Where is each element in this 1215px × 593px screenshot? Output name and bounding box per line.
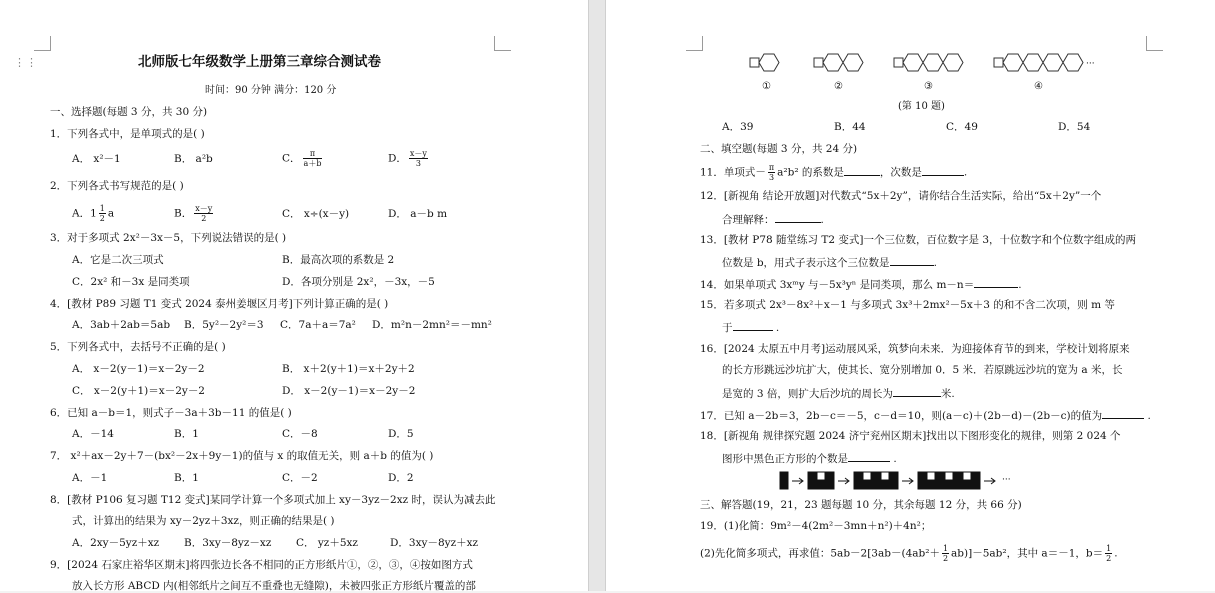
question-stem-cont: 位数是 b，用式子表示这个三位数是 .	[722, 257, 937, 269]
figure-label: ①	[762, 81, 771, 92]
option: A． x－2(y－1)＝x－2y－2	[72, 363, 205, 375]
option: D．m²n－2mn²＝－mn²	[372, 319, 492, 331]
question-stem: 17．已知 a－2b＝3，2b－c＝－5，c－d＝10，则(a－c)＋(2b－d)－(2b－c)的值为 .	[700, 410, 1151, 422]
drag-handle-icon[interactable]: ⋮⋮	[14, 56, 38, 69]
right-page	[606, 0, 1215, 591]
crop-mark	[1146, 36, 1163, 51]
option: B． a²b	[174, 153, 213, 165]
option: D． $\frac{x-y}{3}$	[388, 149, 427, 168]
question-stem: 18．[新视角 规律探究题 2024 济宁兖州区期末]找出以下图形变化的规律，则第 2 024 个	[700, 430, 1121, 442]
section-heading: 二、填空题(每题 3 分，共 24 分)	[700, 143, 858, 155]
option: D．各项分别是 2x²，－3x，－5	[282, 276, 435, 288]
option: B．最高次项的系数是 2	[282, 254, 395, 266]
question-stem: 11．单项式－ $\frac{\pi}{3}$ a²b² 的系数是 ，次数是 .	[700, 163, 968, 182]
figure-ellipsis: ···	[1086, 59, 1095, 69]
option: D．5	[388, 428, 414, 440]
crop-mark	[494, 36, 511, 51]
question-stem: 15．若多项式 2x³－8x²＋x－1 与多项式 3x³＋2mx²－5x＋3 的和不含二次项，则 m 等	[700, 299, 1115, 311]
option: B． $\frac{x-y}{2}$	[174, 204, 213, 223]
page-separator	[588, 0, 606, 591]
question-stem: 4．[教材 P89 习题 T1 变式 2024 泰州姜堰区月考]下列计算正确的是( )	[50, 298, 389, 310]
figure-caption: (第 10 题)	[898, 101, 945, 112]
crop-mark	[686, 36, 703, 51]
option: D．54	[1058, 121, 1091, 133]
question-stem: 3．对于多项式 2x²－3x－5，下列说法错误的是( )	[50, 232, 287, 244]
square-pattern-figure	[778, 470, 1038, 496]
figure-label: ④	[1034, 81, 1043, 92]
question-stem: 12．[新视角 结论开放题]对代数式“5x＋2y”，请你结合生活实际，给出“5x＋2y”一个	[700, 190, 1102, 202]
left-page	[0, 0, 588, 591]
option: C． x÷(x－y)	[282, 208, 350, 220]
option: B．44	[834, 121, 866, 133]
question-stem: 5．下列各式中，去括号不正确的是( )	[50, 341, 226, 353]
question-stem-cont: 图形中黑色正方形的个数是 .	[722, 453, 897, 465]
question-stem: 9．[2024 石家庄裕华区期末]将四张边长各不相同的正方形纸片①，②，③，④按如图方式	[50, 559, 473, 571]
question-stem: 19．(1)化简：9m²－4(2m²－3mn＋n²)＋4n²；	[700, 520, 932, 532]
question-stem: (2)先化简多项式，再求值：5ab－2[3ab－(4ab²＋ $\frac{1}{2}$ ab)]－5ab²，其中 a＝－1，b＝ $\frac{1}{2}$ .	[700, 544, 1118, 563]
option: C．2x² 和－3x 是同类项	[72, 276, 190, 288]
page-title: 北师版七年级数学上册第三章综合测试卷	[138, 54, 381, 70]
question-stem: 7． x²＋ax－2y＋7－(bx²－2x＋9y－1)的值与 x 的取值无关，则 a＋b 的值为( )	[50, 450, 434, 462]
option: B．1	[174, 428, 199, 440]
question-stem-cont: 的长方形跳远沙坑扩大，使其长、宽分别增加 0．5 米．若原跳远沙坑的宽为 a 米，长	[722, 364, 1123, 376]
option: A．2xy－5yz＋xz	[72, 537, 160, 549]
option: A．－14	[72, 428, 114, 440]
question-stem-cont: 是宽的 3 倍，则扩大后沙坑的周长为 米.	[722, 388, 955, 400]
question-stem: 16．[2024 太原五中月考]运动展风采，筑梦向未来．为迎接体育节的到来，学校计划将原来	[700, 343, 1130, 355]
question-stem-cont: 合理解释： .	[722, 214, 824, 226]
figure-label: ②	[834, 81, 843, 92]
question-stem: 8．[教材 P106 复习题 T12 变式]某同学计算一个多项式加上 xy－3yz－2xz 时，误认为减去此	[50, 494, 496, 506]
option: A．1 $\frac{1}{2}$ a	[72, 204, 115, 223]
question-stem-cont: 式，计算出的结果为 xy－2yz＋3xz，则正确的结果是( )	[72, 515, 335, 527]
exam-meta: 时间：90 分钟 满分：120 分	[205, 85, 337, 96]
option: C． $\frac{\pi}{a+b}$	[282, 149, 322, 168]
question-stem-cont: 于 .	[722, 322, 780, 334]
option: A．－1	[72, 472, 108, 484]
option: B． x＋2(y＋1)＝x＋2y＋2	[282, 363, 415, 375]
option: A． x²－1	[72, 153, 121, 165]
section-heading: 一、选择题(每题 3 分，共 30 分)	[50, 106, 208, 118]
option: D．3xy－8yz＋xz	[390, 537, 479, 549]
option: C．－8	[282, 428, 318, 440]
option: D． a－b m	[388, 208, 448, 220]
option: B．3xy－8yz－xz	[184, 537, 272, 549]
hexagon-sequence-figure	[746, 52, 1106, 78]
option: C． yz＋5xz	[296, 537, 358, 549]
question-stem: 1．下列各式中，是单项式的是( )	[50, 128, 205, 140]
option: C．7a＋a＝7a²	[280, 319, 356, 331]
option: C． x－2(y＋1)＝x－2y－2	[72, 385, 205, 397]
option: A．3ab＋2ab＝5ab	[72, 319, 171, 331]
crop-mark	[34, 36, 51, 51]
option: B．1	[174, 472, 199, 484]
question-stem: 6．已知 a－b＝1，则式子－3a＋3b－11 的值是( )	[50, 407, 292, 419]
option: B．5y²－2y²＝3	[184, 319, 264, 331]
question-stem: 14．如果单项式 3xᵐy 与－5x³yⁿ 是同类项，那么 m－n＝ .	[700, 279, 1022, 291]
option: D． x－2(y－1)＝x－2y－2	[282, 385, 416, 397]
option: D．2	[388, 472, 414, 484]
question-stem: 2．下列各式书写规范的是( )	[50, 180, 184, 192]
option: A．它是二次三项式	[72, 254, 164, 266]
question-stem: 13．[教材 P78 随堂练习 T2 变式]一个三位数，百位数字是 3，十位数字和个位数字组成的两	[700, 234, 1137, 246]
question-stem-cont: 放入长方形 ABCD 内(相邻纸片之间互不重叠也无缝隙)，未被四张正方形纸片覆盖的部	[72, 580, 476, 592]
option: C．－2	[282, 472, 318, 484]
section-heading: 三、解答题(19，21，23 题每题 10 分，其余每题 12 分，共 66 分)	[700, 499, 1022, 511]
pattern-ellipsis: ···	[1002, 475, 1011, 485]
option: C．49	[946, 121, 978, 133]
option: A．39	[722, 121, 754, 133]
figure-label: ③	[924, 81, 933, 92]
